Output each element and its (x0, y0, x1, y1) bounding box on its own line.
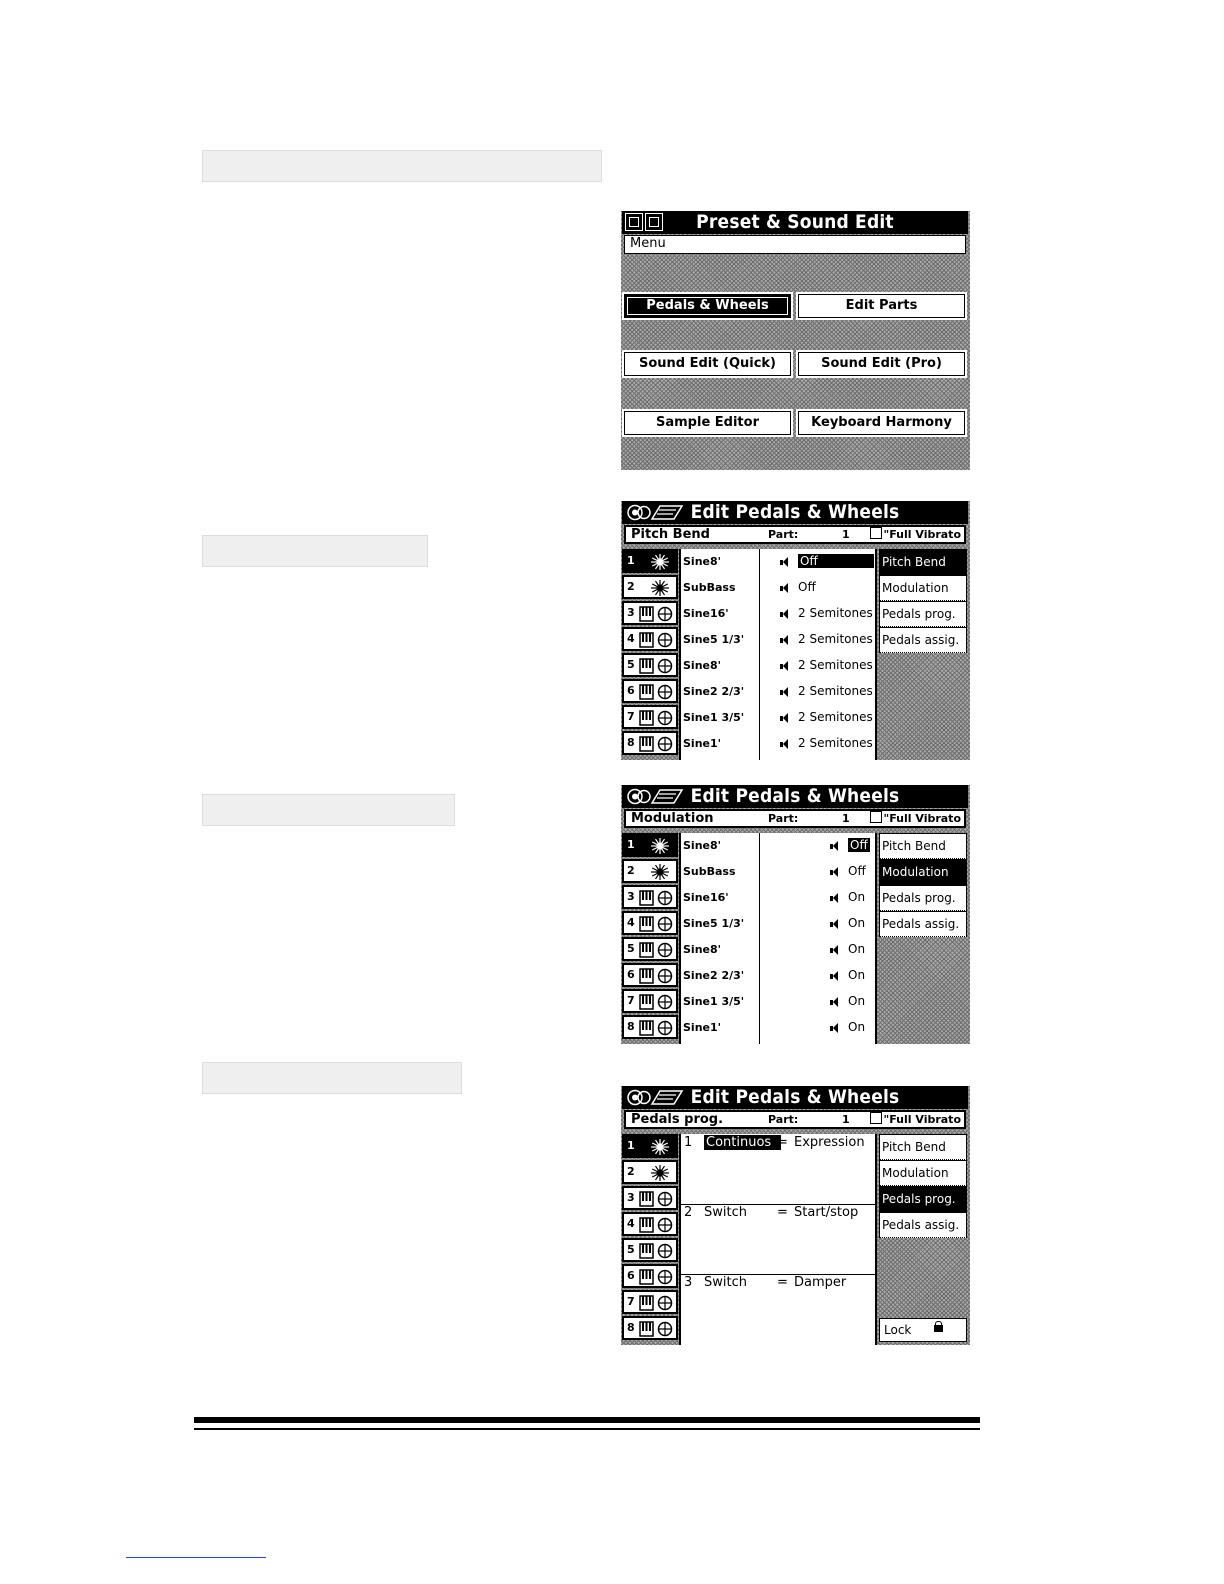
value-cell[interactable]: 2 Semitones (798, 736, 873, 750)
value-cell[interactable]: Off (798, 554, 874, 568)
tab-pedals-assig[interactable]: Pedals assig. (879, 1212, 967, 1238)
part-number: 4 (627, 1217, 635, 1230)
part-row-6[interactable] (622, 679, 678, 703)
part-number: 3 (627, 606, 635, 619)
part-value: 1 (842, 1113, 850, 1126)
tab-pedals-assig[interactable]: Pedals assig. (879, 627, 967, 653)
drawbar-splash-icon (638, 579, 676, 597)
value-cell[interactable]: On (848, 1020, 866, 1034)
sound-name: Sine5 1/3' (683, 917, 745, 930)
mode-label: Modulation (631, 811, 714, 826)
tab-pedals-prog[interactable]: Pedals prog. (879, 1186, 967, 1212)
keyboard-tone-icon (638, 1019, 676, 1037)
sound-name: SubBass (683, 865, 736, 878)
sound-name: Sine8' (683, 839, 722, 852)
part-number: 3 (627, 890, 635, 903)
sound-edit-quick-button[interactable]: Sound Edit (Quick) (624, 352, 791, 376)
pedals-prog-screen (621, 1086, 970, 1345)
pedals-area (679, 1134, 877, 1345)
preset-icon (870, 811, 882, 823)
value-cell[interactable]: 2 Semitones (798, 658, 873, 672)
sound-name: Sine5 1/3' (683, 633, 745, 646)
pedal-row-3[interactable] (681, 1274, 875, 1344)
speaker-icon (830, 997, 842, 1008)
sound-name: Sine8' (683, 659, 722, 672)
footer-link-underline (126, 1557, 266, 1558)
preset-name: "Full Vibrato (870, 527, 961, 542)
preset-sound-edit-screen (621, 211, 970, 470)
speaker-icon (780, 635, 792, 646)
drawbar-splash-icon (638, 863, 676, 881)
part-row-4[interactable] (622, 1212, 678, 1236)
speaker-icon (830, 945, 842, 956)
part-row-5[interactable] (622, 1238, 678, 1262)
pedal-number: 2 (684, 1205, 693, 1220)
pedal-function: Damper (794, 1275, 847, 1290)
part-number: 8 (627, 736, 635, 749)
sound-name: Sine16' (683, 891, 729, 904)
section-heading-bar-4 (202, 1062, 462, 1094)
value-cell[interactable]: On (848, 890, 866, 904)
keyboard-tone-icon (638, 1294, 676, 1312)
pitch-bend-screen (621, 501, 970, 760)
speaker-icon (830, 1023, 842, 1034)
section-heading-bar-2 (202, 535, 428, 567)
speaker-icon (780, 661, 792, 672)
mode-bar (624, 809, 966, 828)
screen-title: Edit Pedals & Wheels (690, 1086, 900, 1108)
sound-name: Sine1' (683, 737, 722, 750)
mode-label: Pedals prog. (631, 1112, 724, 1127)
screen-title: Preset & Sound Edit (696, 211, 894, 233)
part-row-2[interactable] (622, 1160, 678, 1184)
speaker-icon (780, 739, 792, 750)
preset-icon[interactable] (625, 213, 643, 231)
speaker-icon (830, 919, 842, 930)
part-number: 6 (627, 968, 635, 981)
part-value: 1 (842, 812, 850, 825)
page-rule-thin (194, 1428, 980, 1430)
part-number: 1 (627, 554, 635, 567)
drawbar-splash-icon (638, 1164, 676, 1182)
value-cell[interactable]: 2 Semitones (798, 684, 873, 698)
pedal-row-2[interactable] (681, 1204, 875, 1275)
speaker-icon (780, 687, 792, 698)
sound-name: Sine2 2/3' (683, 969, 745, 982)
drawbar-splash-icon (638, 553, 676, 571)
part-number: 5 (627, 658, 635, 671)
part-row-4[interactable] (622, 911, 678, 935)
preset-name: "Full Vibrato (870, 1112, 961, 1127)
pedal-row-1[interactable] (681, 1134, 875, 1205)
part-row-2[interactable] (622, 575, 678, 599)
value-cell[interactable]: On (848, 916, 866, 930)
keyboard-tone-icon (638, 605, 676, 623)
keyboard-tone-icon (638, 915, 676, 933)
lock-shackle (935, 1321, 942, 1327)
keyboard-harmony-button[interactable]: Keyboard Harmony (798, 411, 965, 435)
part-value: 1 (842, 528, 850, 541)
keyboard-tone-icon (638, 631, 676, 649)
part-row-8[interactable] (622, 1015, 678, 1039)
sound-edit-pro-button[interactable]: Sound Edit (Pro) (798, 352, 965, 376)
tab-modulation[interactable]: Modulation (879, 1160, 967, 1186)
part-row-5[interactable] (622, 937, 678, 961)
part-row-6[interactable] (622, 1264, 678, 1288)
part-row-6[interactable] (622, 963, 678, 987)
modulation-screen (621, 785, 970, 1044)
screen-title-bar (622, 1086, 968, 1109)
screen-title-bar (622, 501, 968, 524)
part-number: 3 (627, 1191, 635, 1204)
value-cell[interactable]: Off (798, 580, 816, 594)
part-number: 8 (627, 1020, 635, 1033)
sound-logo-icon (626, 1089, 686, 1106)
mode-bar (624, 525, 966, 544)
section-heading-bar-3 (202, 794, 455, 826)
keyboard-tone-icon (638, 889, 676, 907)
part-row-7[interactable] (622, 1290, 678, 1314)
keyboard-tone-icon (638, 967, 676, 985)
speaker-icon (780, 713, 792, 724)
part-number: 2 (627, 580, 635, 593)
value-cell[interactable]: Off (850, 838, 868, 852)
speaker-icon (780, 609, 792, 620)
keyboard-tone-icon (638, 709, 676, 727)
part-number: 2 (627, 864, 635, 877)
drawbar-splash-icon (638, 837, 676, 855)
preset-name: "Full Vibrato (870, 811, 961, 826)
pedal-type: Switch (704, 1205, 747, 1220)
keyboard-tone-icon (638, 941, 676, 959)
speaker-icon (830, 867, 842, 878)
sound-name: Sine1' (683, 1021, 722, 1034)
value-cell[interactable]: Off (848, 864, 866, 878)
part-row-2[interactable] (622, 859, 678, 883)
part-label: Part: (768, 528, 799, 541)
keyboard-tone-icon (638, 993, 676, 1011)
keyboard-tone-icon (638, 1320, 676, 1338)
mode-label: Pitch Bend (631, 527, 710, 542)
pedals-wheels-button[interactable]: Pedals & Wheels (624, 294, 791, 318)
section-heading-bar-1 (202, 150, 602, 182)
part-number: 4 (627, 916, 635, 929)
menu-label: Menu (630, 236, 666, 251)
keyboard-tone-icon (638, 1216, 676, 1234)
speaker-icon (780, 583, 792, 594)
tab-pedals-prog[interactable]: Pedals prog. (879, 601, 967, 627)
tab-modulation[interactable]: Modulation (879, 575, 967, 601)
keyboard-tone-icon (638, 657, 676, 675)
tab-pitch-bend[interactable]: Pitch Bend (879, 1134, 967, 1160)
sound-logo-icon (626, 788, 686, 805)
menu-bar (624, 235, 966, 254)
sound-name: Sine8' (683, 943, 722, 956)
part-number: 8 (627, 1321, 635, 1334)
mode-bar (624, 1110, 966, 1129)
value-cell[interactable]: 2 Semitones (798, 606, 873, 620)
sound-name: SubBass (683, 581, 736, 594)
keyboard-tone-icon (638, 1242, 676, 1260)
pedal-function: Expression (794, 1135, 865, 1150)
keyboard-tone-icon (638, 1190, 676, 1208)
tab-pedals-prog[interactable]: Pedals prog. (879, 885, 967, 911)
pedal-type: Continuos (704, 1135, 781, 1150)
tab-pitch-bend[interactable]: Pitch Bend (879, 833, 967, 859)
edit-parts-button[interactable]: Edit Parts (798, 294, 965, 318)
part-number: 2 (627, 1165, 635, 1178)
screen-title: Edit Pedals & Wheels (690, 785, 900, 807)
part-row-8[interactable] (622, 731, 678, 755)
part-label: Part: (768, 1113, 799, 1126)
value-cell[interactable]: On (848, 968, 866, 982)
drawbar-splash-icon (638, 1138, 676, 1156)
part-number: 6 (627, 684, 635, 697)
preset-icon (870, 527, 882, 539)
parts-values-area (679, 833, 877, 1044)
speaker-icon (780, 557, 792, 568)
screen-title-bar (622, 211, 968, 234)
pedal-type: Switch (704, 1275, 747, 1290)
part-number: 6 (627, 1269, 635, 1282)
part-row-7[interactable] (622, 705, 678, 729)
part-number: 4 (627, 632, 635, 645)
preset-icon (870, 1112, 882, 1124)
part-label: Part: (768, 812, 799, 825)
lock-button[interactable]: Lock (879, 1318, 967, 1342)
parts-values-area (679, 549, 877, 760)
part-number: 7 (627, 710, 635, 723)
sound-name: Sine1 3/5' (683, 995, 745, 1008)
value-cell[interactable]: 2 Semitones (798, 632, 873, 646)
page-rule-thick (194, 1417, 980, 1423)
sound-name: Sine16' (683, 607, 729, 620)
speaker-icon (830, 893, 842, 904)
part-row-1[interactable] (622, 1134, 678, 1158)
part-number: 5 (627, 1243, 635, 1256)
value-cell[interactable]: On (848, 942, 866, 956)
part-row-1[interactable] (622, 549, 678, 573)
screen-title: Edit Pedals & Wheels (690, 501, 900, 523)
part-row-1[interactable] (622, 833, 678, 857)
part-number: 1 (627, 1139, 635, 1152)
sound-name: Sine1 3/5' (683, 711, 745, 724)
pedal-equals: = (777, 1275, 788, 1290)
keyboard-tone-icon (638, 735, 676, 753)
part-number: 1 (627, 838, 635, 851)
speaker-icon (830, 841, 842, 852)
part-number: 7 (627, 1295, 635, 1308)
tab-pitch-bend[interactable]: Pitch Bend (879, 549, 967, 575)
pedal-number: 3 (684, 1275, 693, 1290)
screen-title-bar (622, 785, 968, 808)
sound-logo-icon (626, 504, 686, 521)
tab-pedals-assig[interactable]: Pedals assig. (879, 911, 967, 937)
sample-editor-button[interactable]: Sample Editor (624, 411, 791, 435)
sound-name: Sine2 2/3' (683, 685, 745, 698)
part-row-8[interactable] (622, 1316, 678, 1340)
pedal-number: 1 (684, 1135, 693, 1150)
part-row-5[interactable] (622, 653, 678, 677)
tab-modulation[interactable]: Modulation (879, 859, 967, 885)
keyboard-tone-icon (638, 1268, 676, 1286)
part-number: 5 (627, 942, 635, 955)
part-row-7[interactable] (622, 989, 678, 1013)
part-row-3[interactable] (622, 885, 678, 909)
keyboard-tone-icon (638, 683, 676, 701)
sound-name: Sine8' (683, 555, 722, 568)
part-row-3[interactable] (622, 601, 678, 625)
pedal-function: Start/stop (794, 1205, 859, 1220)
value-cell[interactable]: On (848, 994, 866, 1008)
pedal-equals: = (777, 1205, 788, 1220)
part-row-3[interactable] (622, 1186, 678, 1210)
pedal-equals: = (777, 1135, 788, 1150)
part-row-4[interactable] (622, 627, 678, 651)
sound-icon[interactable] (645, 213, 663, 231)
value-cell[interactable]: 2 Semitones (798, 710, 873, 724)
part-number: 7 (627, 994, 635, 1007)
speaker-icon (830, 971, 842, 982)
